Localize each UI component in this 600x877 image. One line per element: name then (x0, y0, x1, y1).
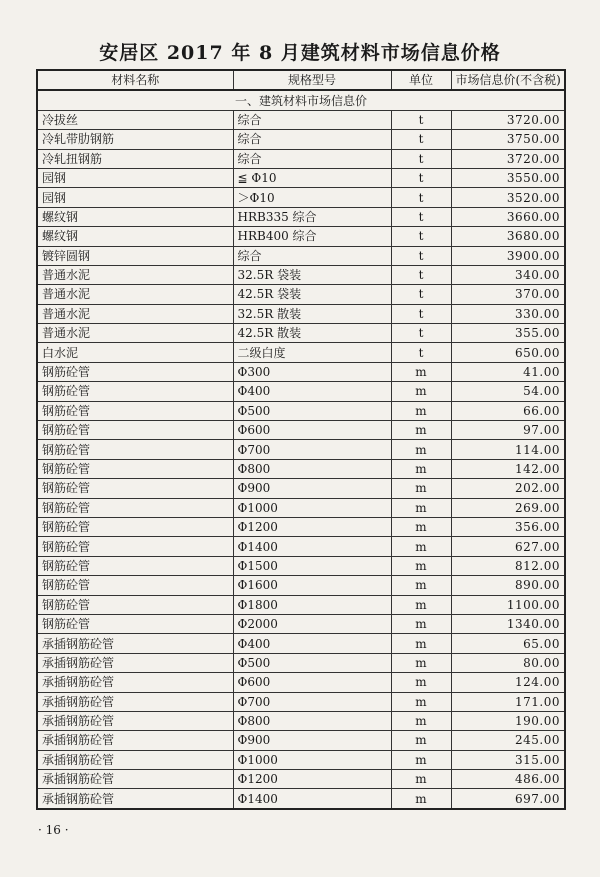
table-row (37, 130, 565, 149)
table-row (37, 265, 565, 284)
unit-cell: m (391, 770, 451, 789)
unit-cell: t (391, 207, 451, 226)
price-cell: 486.00 (451, 770, 565, 789)
material-name-cell: 园钢 (37, 168, 233, 187)
material-name-cell: 钢筋砼管 (37, 595, 233, 614)
material-name-cell: 钢筋砼管 (37, 479, 233, 498)
material-name-cell: 钢筋砼管 (37, 421, 233, 440)
material-name-cell: 钢筋砼管 (37, 459, 233, 478)
price-cell: 812.00 (451, 556, 565, 575)
table-row (37, 304, 565, 323)
spec-cell: 42.5R 袋装 (233, 285, 391, 304)
unit-cell: t (391, 324, 451, 343)
table-row (37, 576, 565, 595)
section-row (37, 90, 565, 110)
price-cell: 650.00 (451, 343, 565, 362)
material-name-cell: 承插钢筋砼管 (37, 711, 233, 730)
spec-cell: Φ1800 (233, 595, 391, 614)
table-row (37, 401, 565, 420)
material-name-cell: 冷轧带肋钢筋 (37, 130, 233, 149)
price-cell: 3550.00 (451, 168, 565, 187)
unit-cell: m (391, 498, 451, 517)
price-cell: 269.00 (451, 498, 565, 517)
price-cell: 54.00 (451, 382, 565, 401)
page-number: · 16 · (38, 823, 69, 837)
unit-cell: m (391, 731, 451, 750)
unit-cell: t (391, 168, 451, 187)
spec-cell: 32.5R 袋装 (233, 265, 391, 284)
material-name-cell: 钢筋砼管 (37, 517, 233, 536)
material-name-cell: 冷轧扭钢筋 (37, 149, 233, 168)
unit-cell: t (391, 265, 451, 284)
spec-cell: Φ600 (233, 673, 391, 692)
table-row (37, 343, 565, 362)
table-row (37, 168, 565, 187)
material-name-cell: 钢筋砼管 (37, 537, 233, 556)
material-name-cell: 钢筋砼管 (37, 614, 233, 633)
price-cell: 340.00 (451, 265, 565, 284)
unit-cell: m (391, 634, 451, 653)
table-row (37, 421, 565, 440)
price-cell: 171.00 (451, 692, 565, 711)
spec-cell: Φ400 (233, 382, 391, 401)
spec-cell: Φ700 (233, 692, 391, 711)
table-header-row (37, 70, 565, 90)
unit-cell: m (391, 673, 451, 692)
spec-cell: ＞Φ10 (233, 188, 391, 207)
table-row (37, 440, 565, 459)
price-cell: 3900.00 (451, 246, 565, 265)
table-row (37, 556, 565, 575)
table-row (37, 614, 565, 633)
spec-cell: Φ500 (233, 401, 391, 420)
table-row (37, 459, 565, 478)
unit-cell: m (391, 576, 451, 595)
spec-cell: Φ800 (233, 711, 391, 730)
spec-cell: Φ1000 (233, 498, 391, 517)
spec-cell: ≦ Φ10 (233, 168, 391, 187)
material-name-cell: 普通水泥 (37, 304, 233, 323)
table-row (37, 479, 565, 498)
table-row (37, 285, 565, 304)
spec-cell: Φ800 (233, 459, 391, 478)
spec-cell: 综合 (233, 246, 391, 265)
spec-cell: Φ700 (233, 440, 391, 459)
table-row (37, 188, 565, 207)
unit-cell: m (391, 595, 451, 614)
price-cell: 3680.00 (451, 227, 565, 246)
spec-cell: 综合 (233, 149, 391, 168)
material-name-cell: 承插钢筋砼管 (37, 634, 233, 653)
material-name-cell: 承插钢筋砼管 (37, 653, 233, 672)
price-cell: 202.00 (451, 479, 565, 498)
table-row (37, 634, 565, 653)
material-name-cell: 园钢 (37, 188, 233, 207)
price-cell: 41.00 (451, 362, 565, 381)
unit-cell: t (391, 246, 451, 265)
table-row (37, 207, 565, 226)
material-name-cell: 钢筋砼管 (37, 498, 233, 517)
price-table (36, 69, 566, 810)
unit-cell: m (391, 382, 451, 401)
spec-cell: 32.5R 散装 (233, 304, 391, 323)
material-name-cell: 普通水泥 (37, 285, 233, 304)
material-name-cell: 钢筋砼管 (37, 440, 233, 459)
unit-cell: m (391, 789, 451, 809)
table-row (37, 149, 565, 168)
price-cell: 3660.00 (451, 207, 565, 226)
price-cell: 1100.00 (451, 595, 565, 614)
table-row (37, 246, 565, 265)
table-row (37, 731, 565, 750)
price-cell: 356.00 (451, 517, 565, 536)
spec-cell: 42.5R 散装 (233, 324, 391, 343)
material-name-cell: 镀锌圆钢 (37, 246, 233, 265)
table-row (37, 382, 565, 401)
unit-cell: m (391, 421, 451, 440)
table-row (37, 711, 565, 730)
price-cell: 370.00 (451, 285, 565, 304)
spec-cell: Φ1600 (233, 576, 391, 595)
price-cell: 3520.00 (451, 188, 565, 207)
header-unit: 单位 (391, 70, 451, 90)
unit-cell: t (391, 343, 451, 362)
price-cell: 124.00 (451, 673, 565, 692)
spec-cell: Φ500 (233, 653, 391, 672)
table-row (37, 362, 565, 381)
material-name-cell: 钢筋砼管 (37, 576, 233, 595)
table-row (37, 498, 565, 517)
material-name-cell: 承插钢筋砼管 (37, 750, 233, 769)
unit-cell: m (391, 750, 451, 769)
table-row (37, 673, 565, 692)
table-row (37, 110, 565, 129)
unit-cell: m (391, 711, 451, 730)
unit-cell: m (391, 653, 451, 672)
material-name-cell: 承插钢筋砼管 (37, 731, 233, 750)
spec-cell: 综合 (233, 110, 391, 129)
header-material-name: 材料名称 (37, 70, 233, 90)
unit-cell: m (391, 401, 451, 420)
header-spec: 规格型号 (233, 70, 391, 90)
unit-cell: t (391, 285, 451, 304)
table-row (37, 653, 565, 672)
unit-cell: m (391, 692, 451, 711)
material-name-cell: 普通水泥 (37, 324, 233, 343)
price-cell: 190.00 (451, 711, 565, 730)
price-cell: 3720.00 (451, 110, 565, 129)
price-cell: 355.00 (451, 324, 565, 343)
material-name-cell: 螺纹钢 (37, 207, 233, 226)
unit-cell: t (391, 130, 451, 149)
table-row (37, 750, 565, 769)
material-name-cell: 普通水泥 (37, 265, 233, 284)
unit-cell: m (391, 517, 451, 536)
spec-cell: HRB335 综合 (233, 207, 391, 226)
material-name-cell: 承插钢筋砼管 (37, 789, 233, 809)
spec-cell: Φ400 (233, 634, 391, 653)
spec-cell: Φ900 (233, 479, 391, 498)
spec-cell: Φ1400 (233, 789, 391, 809)
table-row (37, 324, 565, 343)
unit-cell: m (391, 479, 451, 498)
spec-cell: Φ1400 (233, 537, 391, 556)
table-row (37, 517, 565, 536)
spec-cell: Φ300 (233, 362, 391, 381)
price-cell: 3720.00 (451, 149, 565, 168)
unit-cell: m (391, 556, 451, 575)
unit-cell: m (391, 614, 451, 633)
unit-cell: t (391, 110, 451, 129)
table-row (37, 227, 565, 246)
unit-cell: t (391, 188, 451, 207)
price-cell: 114.00 (451, 440, 565, 459)
material-name-cell: 承插钢筋砼管 (37, 770, 233, 789)
price-cell: 66.00 (451, 401, 565, 420)
price-cell: 890.00 (451, 576, 565, 595)
material-name-cell: 钢筋砼管 (37, 556, 233, 575)
material-name-cell: 钢筋砼管 (37, 382, 233, 401)
price-cell: 330.00 (451, 304, 565, 323)
spec-cell: Φ1500 (233, 556, 391, 575)
unit-cell: t (391, 304, 451, 323)
spec-cell: Φ1000 (233, 750, 391, 769)
price-cell: 245.00 (451, 731, 565, 750)
spec-cell: Φ1200 (233, 770, 391, 789)
unit-cell: m (391, 440, 451, 459)
spec-cell: Φ900 (233, 731, 391, 750)
price-cell: 1340.00 (451, 614, 565, 633)
material-name-cell: 钢筋砼管 (37, 362, 233, 381)
price-cell: 97.00 (451, 421, 565, 440)
table-row (37, 595, 565, 614)
material-name-cell: 螺纹钢 (37, 227, 233, 246)
unit-cell: m (391, 362, 451, 381)
material-name-cell: 承插钢筋砼管 (37, 673, 233, 692)
spec-cell: Φ1200 (233, 517, 391, 536)
price-cell: 142.00 (451, 459, 565, 478)
spec-cell: 综合 (233, 130, 391, 149)
unit-cell: t (391, 149, 451, 168)
spec-cell: Φ2000 (233, 614, 391, 633)
price-cell: 627.00 (451, 537, 565, 556)
header-price: 市场信息价(不含税) (451, 70, 565, 90)
material-name-cell: 承插钢筋砼管 (37, 692, 233, 711)
material-name-cell: 冷拔丝 (37, 110, 233, 129)
table-row (37, 692, 565, 711)
section-title: 一、建筑材料市场信息价 (37, 90, 565, 110)
material-name-cell: 白水泥 (37, 343, 233, 362)
unit-cell: m (391, 537, 451, 556)
table-row (37, 770, 565, 789)
price-cell: 697.00 (451, 789, 565, 809)
price-cell: 80.00 (451, 653, 565, 672)
spec-cell: Φ600 (233, 421, 391, 440)
material-name-cell: 钢筋砼管 (37, 401, 233, 420)
spec-cell: 二级白度 (233, 343, 391, 362)
price-cell: 65.00 (451, 634, 565, 653)
price-cell: 3750.00 (451, 130, 565, 149)
table-row (37, 789, 565, 809)
unit-cell: t (391, 227, 451, 246)
spec-cell: HRB400 综合 (233, 227, 391, 246)
price-cell: 315.00 (451, 750, 565, 769)
page-title: 安居区 2017 年 8 月建筑材料市场信息价格 (99, 42, 501, 64)
unit-cell: m (391, 459, 451, 478)
table-row (37, 537, 565, 556)
